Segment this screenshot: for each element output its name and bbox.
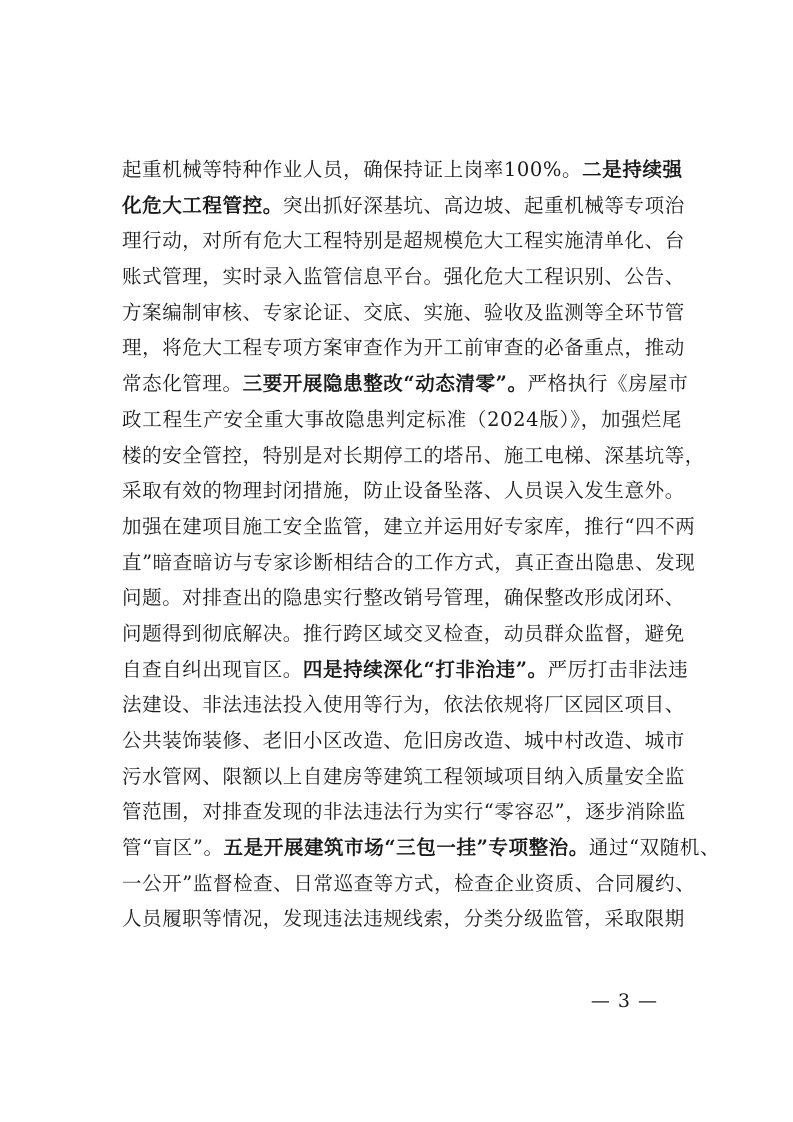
bold-text-run: 二是持续强 xyxy=(582,158,683,181)
text-line xyxy=(122,152,682,188)
text-run: 管“盲区”。 xyxy=(122,836,224,860)
text-line xyxy=(122,259,685,295)
text-run: 起重机械等特种作业人员，确保持证上岗率100%。 xyxy=(122,158,583,181)
text-run: 突出抓好深基坑、高边坡、起重机械等专项治 xyxy=(282,193,685,217)
text-run: 常态化管理。 xyxy=(122,372,243,396)
text-run: 严厉打击非法违 xyxy=(547,657,689,681)
text-line xyxy=(122,402,682,438)
text-run: 采取有效的物理封闭措施，防止设备坠落、人员误入发生意外。 xyxy=(122,479,685,503)
bold-text-run: 五是开展建筑市场“三包一挂”专项整治。 xyxy=(223,836,589,860)
text-run: 自查自纠出现盲区。 xyxy=(122,657,303,681)
text-line xyxy=(122,545,696,581)
text-run: 理，将危大工程专项方案审查作为开工前审查的必备重点，推动 xyxy=(122,336,685,360)
text-run: 问题。对排查出的隐患实行整改销号管理，确保整改形成闭环、 xyxy=(122,586,685,610)
text-run: 管范围，对排查发现的非法违法行为实行“零容忍”，逐步消除监 xyxy=(122,800,686,824)
text-line xyxy=(122,830,721,866)
text-line xyxy=(122,616,685,652)
text-run: 加强在建项目施工安全监管，建立并运用好专家库，推行“四不两 xyxy=(122,514,696,538)
text-run: 方案编制审核、专家论证、交底、实施、验收及监测等全环节管 xyxy=(122,300,685,324)
text-run: 理行动，对所有危大工程特别是超规模危大工程实施清单化、台 xyxy=(122,229,685,253)
text-line xyxy=(122,687,685,723)
text-run: 公共装饰装修、老旧小区改造、危旧房改造、城中村改造、城市 xyxy=(122,729,685,752)
text-line xyxy=(122,473,685,509)
bold-text-run: 四是持续深化“打非治违”。 xyxy=(302,657,548,681)
text-line xyxy=(122,652,689,688)
text-run: 法建设、非法违法投入使用等行为，依法依规将厂区园区项目、 xyxy=(122,693,685,717)
text-run: 账式管理，实时录入监管信息平台。强化危大工程识别、公告、 xyxy=(122,265,685,289)
text-run: 污水管网、限额以上自建房等建筑工程领域项目纳入质量安全监 xyxy=(122,764,685,788)
text-run: 楼的安全管控，特别是对长期停工的塔吊、施工电梯、深基坑等， xyxy=(122,443,705,467)
bold-text-run: 化危大工程管控。 xyxy=(122,193,283,217)
text-line xyxy=(122,330,685,366)
text-run: 通过“双随机、 xyxy=(588,836,721,860)
text-line xyxy=(122,866,696,902)
body-text xyxy=(122,152,721,937)
text-run: 人员履职等情况，发现违法违规线索，分类分级监管，采取限期 xyxy=(122,907,685,931)
text-line xyxy=(122,794,686,830)
page-number: — 3 — xyxy=(590,990,658,1012)
text-run: 严格执行《房屋市 xyxy=(527,372,689,396)
text-line xyxy=(122,509,696,545)
text-line xyxy=(122,438,705,474)
text-line xyxy=(122,223,685,259)
text-run: 政工程生产安全重大事故隐患判定标准（2024版）》，加强烂尾 xyxy=(122,407,682,431)
text-run: 直”暗查暗访与专家诊断相结合的工作方式，真正查出隐患、发现 xyxy=(122,550,696,574)
text-line xyxy=(122,188,685,224)
text-run: 问题得到彻底解决。推行跨区域交叉检查，动员群众监督，避免 xyxy=(122,621,685,645)
text-line xyxy=(122,295,685,331)
bold-text-run: 三要开展隐患整改“动态清零”。 xyxy=(242,372,528,396)
text-line xyxy=(122,901,685,937)
text-line xyxy=(122,723,685,759)
text-line xyxy=(122,580,685,616)
text-line xyxy=(122,366,689,402)
text-run: 一公开”监督检查、日常巡查等方式，检查企业资质、合同履约、 xyxy=(122,871,696,895)
text-line xyxy=(122,759,685,795)
